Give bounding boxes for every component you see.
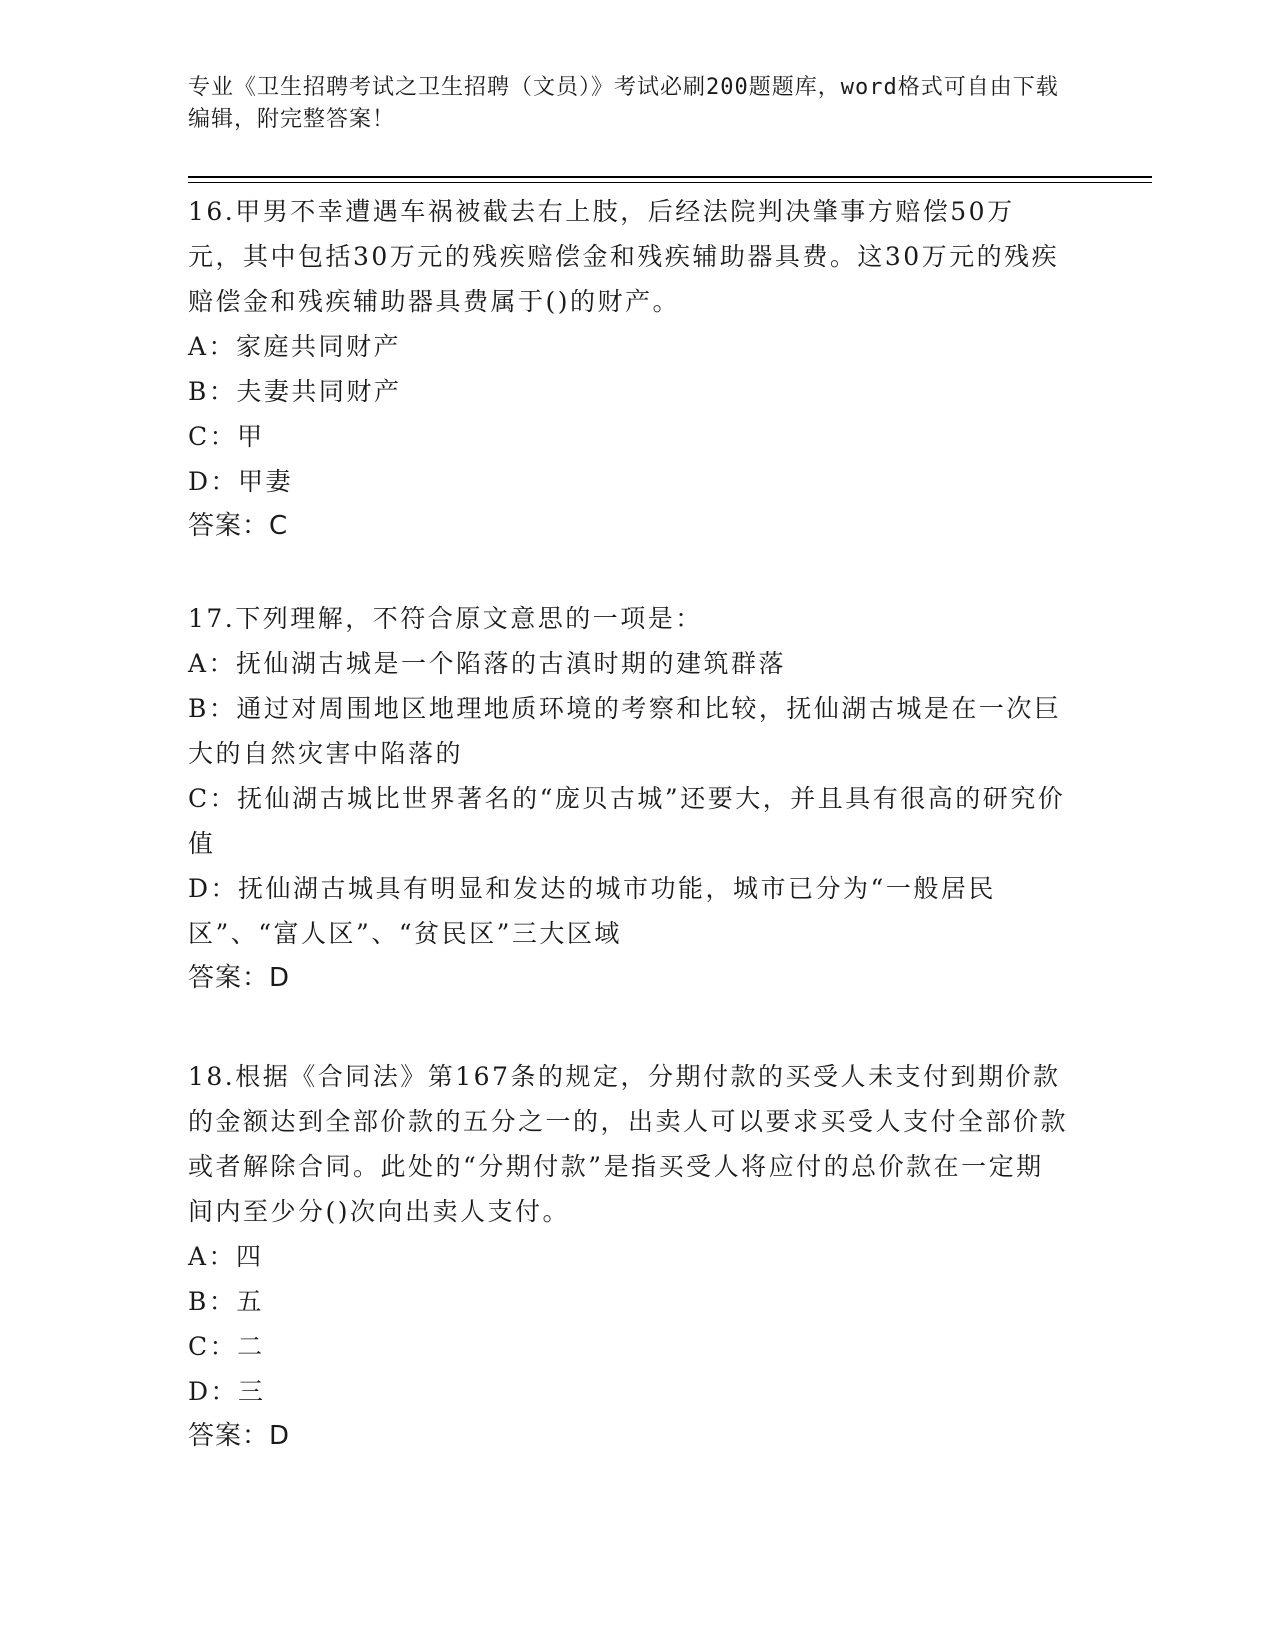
question-16 xyxy=(188,189,1068,549)
header-divider-thick xyxy=(188,176,1152,178)
document-header: 专业《卫生招聘考试之卫生招聘（文员）》考试必刷200题题库，word格式可自由下载编辑，附完整答案！ xyxy=(188,75,1059,132)
option-a: A：抚仙湖古城是一个陷落的古滇时期的建筑群落 xyxy=(188,649,787,678)
option-d: D：甲妻 xyxy=(188,467,294,496)
header-divider-thin xyxy=(188,182,1152,183)
option-b: B：通过对周围地区地理地质环境的考察和比较，抚仙湖古城是在一次巨大的自然灾害中陷落的 xyxy=(188,694,1062,768)
question-17 xyxy=(188,596,1068,1001)
question-18 xyxy=(188,1054,1068,1459)
option-a: A：四 xyxy=(188,1242,264,1271)
answer: 答案：D xyxy=(188,1421,291,1451)
answer: 答案：D xyxy=(188,963,291,993)
option-c: C：甲 xyxy=(188,422,265,451)
answer: 答案：C xyxy=(188,511,289,541)
option-d: D：三 xyxy=(188,1377,266,1406)
option-b: B：夫妻共同财产 xyxy=(188,377,402,406)
question-stem: 18.根据《合同法》第167条的规定，分期付款的买受人未支付到期价款的金额达到全部价款的五分之一的，出卖人可以要求买受人支付全部价款或者解除合同。此处的“分期付款”是指买受人将应付的总价款在一定期间内至少分()次向出卖人支付。 xyxy=(188,1062,1069,1226)
question-stem: 16.甲男不幸遭遇车祸被截去右上肢，后经法院判决肇事方赔偿50万元，其中包括30万元的残疾赔偿金和残疾辅助器具费。这30万元的残疾赔偿金和残疾辅助器具费属于()的财产。 xyxy=(188,197,1060,316)
option-b: B：五 xyxy=(188,1287,264,1316)
option-c: C：二 xyxy=(188,1332,265,1361)
option-a: A：家庭共同财产 xyxy=(188,332,402,361)
option-d: D：抚仙湖古城具有明显和发达的城市功能，城市已分为“一般居民区”、“富人区”、“贫民区”三大区域 xyxy=(188,874,996,948)
option-c: C：抚仙湖古城比世界著名的“庞贝古城”还要大，并且具有很高的研究价值 xyxy=(188,784,1066,858)
question-stem: 17.下列理解，不符合原文意思的一项是： xyxy=(188,604,703,633)
